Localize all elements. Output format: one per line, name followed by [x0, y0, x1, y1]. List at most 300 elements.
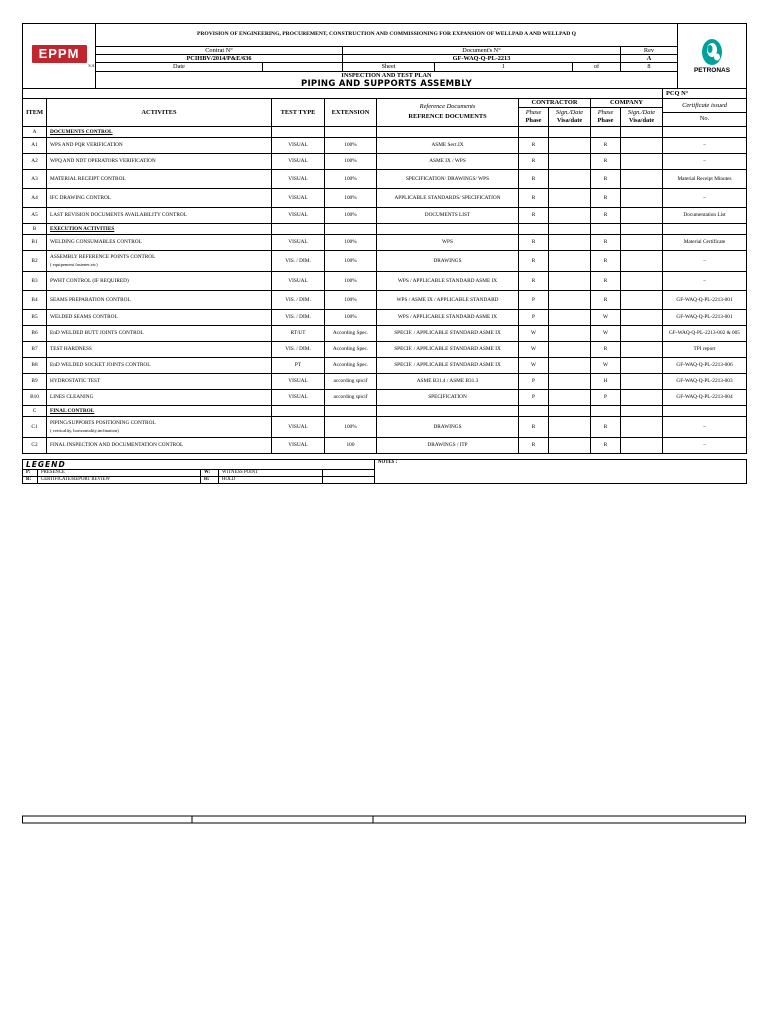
activity-text: WPS AND PQR VERIFICATION [50, 142, 123, 149]
extension [325, 405, 377, 416]
certificate-no [663, 405, 747, 416]
company-sign [621, 341, 663, 357]
contractor-sign [549, 437, 591, 453]
notes-label: NOTES : [375, 459, 747, 483]
item-code: B10 [23, 389, 47, 405]
extension: 100% [325, 290, 377, 309]
legend-title [23, 459, 375, 469]
company-phase: H [591, 373, 621, 389]
table-row [23, 290, 747, 309]
contractor-phase: W [519, 341, 549, 357]
petronas-logo-cell [678, 24, 747, 89]
company-phase: W [591, 325, 621, 341]
contractor-phase: P [519, 309, 549, 325]
activity-cell [47, 389, 272, 405]
activity-text: SEAMS PREPARATION CONTROL [50, 296, 131, 303]
test-type: VISUAL [272, 389, 325, 405]
legend-title-text: LEGEND [26, 459, 66, 469]
contractor-phase [519, 405, 549, 416]
of-value: 8 [621, 63, 678, 71]
reference-document: DRAWINGS [377, 416, 519, 437]
extension: 100% [325, 271, 377, 290]
item-code: B4 [23, 290, 47, 309]
pcq-label: PCQ N° [663, 88, 747, 98]
company-phase [591, 126, 621, 137]
test-type: VIS. / DIM. [272, 290, 325, 309]
activity-text: EnD WELDED SOCKET JOINTS CONTROL [50, 362, 151, 369]
certificate-no: – [663, 437, 747, 453]
contractor-sign-italic: Sign./Date [555, 108, 584, 116]
certificate-no: – [663, 188, 747, 207]
col-company: COMPANY [591, 98, 663, 107]
reference-document: DRAWINGS / ITP [377, 437, 519, 453]
extension: 100% [325, 309, 377, 325]
footer-strip [22, 815, 746, 824]
date-value [263, 63, 343, 71]
contract-label: Contrat N° [96, 47, 343, 55]
section-row [23, 405, 747, 416]
test-type: VIS. / DIM. [272, 341, 325, 357]
date-label: Date [96, 63, 263, 71]
company-phase: R [591, 188, 621, 207]
extension: 100 [325, 437, 377, 453]
company-phase: R [591, 137, 621, 153]
contractor-phase: P [519, 373, 549, 389]
company-sign [621, 207, 663, 223]
certificate-no [663, 126, 747, 137]
certificate-no: – [663, 416, 747, 437]
reference-document: WPS [377, 234, 519, 250]
company-sign [621, 373, 663, 389]
contractor-phase: R [519, 137, 549, 153]
activity-cell [47, 405, 272, 416]
contractor-sign-header [549, 107, 591, 126]
test-type [272, 223, 325, 234]
company-phase [591, 223, 621, 234]
rev-value: A [621, 55, 678, 63]
company-sign [621, 153, 663, 169]
petronas-logo-text: PETRONAS [693, 67, 731, 75]
extension: According Spec. [325, 357, 377, 373]
company-sign [621, 234, 663, 250]
extension: 100% [325, 416, 377, 437]
contractor-phase-bold: Phase [525, 116, 542, 124]
activity-cell [47, 357, 272, 373]
item-code: B9 [23, 373, 47, 389]
extension: 100% [325, 188, 377, 207]
contractor-sign [549, 137, 591, 153]
itp-subtitle: PIPING AND SUPPORTS ASSEMBLY [300, 78, 473, 89]
ref-docs-label: REFRENCE DOCUMENTS [408, 113, 487, 121]
contractor-sign [549, 126, 591, 137]
contractor-sign [549, 290, 591, 309]
activity-subtext: ( equipement fastener,etc) [50, 262, 98, 268]
reference-document: SPECIFICATION [377, 389, 519, 405]
activity-text: TEST HARDNESS [50, 346, 92, 353]
certificate-no: – [663, 271, 747, 290]
test-type [272, 126, 325, 137]
activity-text: MATERIAL RECEIPT CONTROL [50, 175, 126, 182]
company-phase: P [591, 389, 621, 405]
activity-cell [47, 234, 272, 250]
reference-document: ASME Sect.IX [377, 137, 519, 153]
contractor-sign [549, 389, 591, 405]
item-code: B2 [23, 250, 47, 271]
legend-h-code: H: [201, 476, 219, 483]
activity-cell [47, 188, 272, 207]
certificate-no: Material Receipt Minutes [663, 169, 747, 188]
reference-document: ASME IX / WPS [377, 153, 519, 169]
activity-text: WELDED SEAMS CONTROL [50, 314, 118, 321]
reference-document: DOCUMENTS LIST [377, 207, 519, 223]
table-row [23, 250, 747, 271]
certificate-no: TPI report [663, 341, 747, 357]
extension: according spicif [325, 373, 377, 389]
activity-text: FINAL INSPECTION AND DOCUMENTATION CONTROL [50, 442, 184, 449]
table-row [23, 207, 747, 223]
col-reference-documents [377, 98, 519, 126]
item-code: B1 [23, 234, 47, 250]
company-phase: R [591, 290, 621, 309]
contractor-phase: W [519, 325, 549, 341]
company-phase: R [591, 169, 621, 188]
table-row [23, 341, 747, 357]
of-label: of [573, 63, 621, 71]
activity-cell [47, 309, 272, 325]
test-type: VISUAL [272, 169, 325, 188]
legend-empty-2 [323, 476, 375, 483]
company-phase: W [591, 357, 621, 373]
company-sign [621, 357, 663, 373]
reference-document [377, 223, 519, 234]
company-phase: R [591, 234, 621, 250]
reference-document: SPECIF. / APPLICABLE STANDARD ASME IX [377, 341, 519, 357]
certificate-no: – [663, 137, 747, 153]
certificate-no: GF-WAQ-Q-PL-2213-001 [663, 309, 747, 325]
reference-document [377, 405, 519, 416]
certificate-no [663, 223, 747, 234]
contractor-sign [549, 309, 591, 325]
certificate-no: – [663, 153, 747, 169]
table-row [23, 234, 747, 250]
legend-w-code: W: [201, 469, 219, 476]
activity-cell [47, 373, 272, 389]
col-test-type: TEST TYPE [272, 98, 325, 126]
contractor-phase [519, 223, 549, 234]
legend-w-text: WITNESS POINT [219, 469, 323, 476]
activity-cell [47, 153, 272, 169]
activity-cell [47, 207, 272, 223]
itp-title: INSPECTION AND TEST PLAN [341, 71, 432, 79]
activity-text: PWHT CONTROL (IF REQUIRED) [50, 277, 129, 284]
activity-text: DOCUMENTS CONTROL [50, 128, 113, 135]
extension: 100% [325, 169, 377, 188]
certificate-no: Material Certificate [663, 234, 747, 250]
company-sign [621, 169, 663, 188]
item-code: B6 [23, 325, 47, 341]
contractor-phase [519, 126, 549, 137]
contractor-sign [549, 325, 591, 341]
contractor-phase: R [519, 169, 549, 188]
contractor-sign [549, 188, 591, 207]
legend [22, 459, 747, 484]
section-row [23, 126, 747, 137]
contractor-sign [549, 153, 591, 169]
company-sign [621, 223, 663, 234]
certificate-no: Documentation List [663, 207, 747, 223]
section-row [23, 223, 747, 234]
company-sign [621, 188, 663, 207]
contractor-sign [549, 223, 591, 234]
item-code: A2 [23, 153, 47, 169]
reference-document: WPS / APPLICABLE STANDARD ASME IX [377, 271, 519, 290]
company-phase [591, 405, 621, 416]
extension: according spicif [325, 389, 377, 405]
legend-r-code: R: [23, 476, 38, 483]
test-type: VISUAL [272, 153, 325, 169]
activity-text: WELDING CONSUMABLES CONTROL [50, 239, 142, 246]
legend-empty-1 [323, 469, 375, 476]
item-code: B3 [23, 271, 47, 290]
item-code: A1 [23, 137, 47, 153]
activity-cell [47, 437, 272, 453]
sheet-label: Sheet [343, 63, 435, 71]
test-type: VISUAL [272, 207, 325, 223]
contractor-sign [549, 169, 591, 188]
activity-cell [47, 126, 272, 137]
itp-sheet [22, 23, 746, 484]
activity-cell [47, 169, 272, 188]
extension [325, 126, 377, 137]
document-header [22, 23, 747, 89]
contract-value: PCIHBV/2014/P&E/636 [96, 55, 343, 63]
table-row [23, 357, 747, 373]
extension: According Spec. [325, 325, 377, 341]
item-code: B7 [23, 341, 47, 357]
company-sign [621, 416, 663, 437]
company-sign-header [621, 107, 663, 126]
company-phase-bold: Phase [597, 116, 614, 124]
certificate-no: GF-WAQ-Q-PL-2213-001 [663, 290, 747, 309]
itp-table [22, 88, 747, 454]
company-phase-header [591, 107, 621, 126]
test-type: VISUAL [272, 373, 325, 389]
reference-document: ASME B31.4 / ASME B31.3 [377, 373, 519, 389]
activity-cell [47, 250, 272, 271]
certificate-no: GF-WAQ-Q-PL-2213-004 [663, 389, 747, 405]
company-sign [621, 389, 663, 405]
company-sign [621, 290, 663, 309]
company-sign [621, 250, 663, 271]
legend-p-code: P: [23, 469, 38, 476]
extension [325, 223, 377, 234]
contractor-phase: P [519, 290, 549, 309]
contractor-phase: R [519, 250, 549, 271]
ref-docs-italic: Reference Documents [419, 103, 476, 111]
company-phase: R [591, 250, 621, 271]
table-row [23, 309, 747, 325]
test-type: VIS. / DIM. [272, 309, 325, 325]
reference-document: WPS / APPLICABLE STANDARD ASME IX [377, 309, 519, 325]
contractor-visa-bold: Visa/date [556, 116, 583, 124]
contractor-sign [549, 271, 591, 290]
contractor-sign [549, 373, 591, 389]
company-phase: R [591, 207, 621, 223]
activity-text: HYDROSTATIC TEST [50, 378, 101, 385]
cert-no-label: No. [663, 112, 746, 125]
test-type: VISUAL [272, 437, 325, 453]
contractor-phase: R [519, 153, 549, 169]
company-sign-italic: Sign./Date [627, 108, 656, 116]
reference-document: SPECIFICATION/ DRAWINGS/ WPS [377, 169, 519, 188]
itp-body [23, 126, 747, 453]
eppm-logo-cell [23, 24, 96, 89]
company-sign [621, 271, 663, 290]
contractor-phase-italic: Phase [525, 108, 542, 116]
eppm-logo-text: EPPM [32, 45, 87, 63]
company-sign [621, 126, 663, 137]
activity-text: FINAL CONTROL [50, 407, 95, 414]
col-certificate [663, 98, 747, 126]
extension: According Spec. [325, 341, 377, 357]
activity-text: LAST REVISION DOCUMENTS AVAILABILITY CONTROL [50, 212, 187, 219]
contractor-sign [549, 250, 591, 271]
activity-text: WPQ AND NDT OPERATORS VERIFICATION [50, 158, 156, 165]
company-phase: R [591, 416, 621, 437]
company-sign [621, 325, 663, 341]
item-code: B8 [23, 357, 47, 373]
company-phase-italic: Phase [597, 108, 614, 116]
reference-document [377, 126, 519, 137]
legend-h-text: HOLD [219, 476, 323, 483]
company-phase: R [591, 437, 621, 453]
table-row [23, 169, 747, 188]
activity-subtext: ( verticality, horizontality,inclination) [50, 428, 119, 434]
item-code: A [23, 126, 47, 137]
certificate-no: GF-WAQ-Q-PL-2213-006 [663, 357, 747, 373]
test-type: VISUAL [272, 188, 325, 207]
company-sign [621, 137, 663, 153]
activity-cell [47, 271, 272, 290]
activity-text: EXECUTION ACTIVITIES [50, 225, 115, 232]
company-phase: R [591, 153, 621, 169]
item-code: C1 [23, 416, 47, 437]
reference-document: SPECIF. / APPLICABLE STANDARD ASME IX [377, 325, 519, 341]
item-code: B5 [23, 309, 47, 325]
reference-document: DRAWINGS [377, 250, 519, 271]
contractor-phase: R [519, 207, 549, 223]
col-item: ITEM [23, 98, 47, 126]
company-phase: W [591, 309, 621, 325]
contractor-sign [549, 234, 591, 250]
company-sign [621, 405, 663, 416]
item-code: A5 [23, 207, 47, 223]
test-type: VISUAL [272, 271, 325, 290]
activity-text: IFC DRAWING CONTROL [50, 194, 112, 201]
activity-text: LINES CLEANING [50, 394, 94, 401]
item-code: C2 [23, 437, 47, 453]
cert-issued-label: Certificate issued [682, 101, 727, 109]
col-contractor: CONTRACTOR [519, 98, 591, 107]
col-extension: EXTENSION [325, 98, 377, 126]
item-code: B [23, 223, 47, 234]
extension: 100% [325, 234, 377, 250]
reference-document: APPLICABLE STANDARDS/ SPECIFICATION [377, 188, 519, 207]
company-phase: R [591, 341, 621, 357]
itp-title-cell [96, 71, 678, 88]
contractor-phase: R [519, 416, 549, 437]
activity-cell [47, 137, 272, 153]
table-row [23, 437, 747, 453]
rev-label: Rev [621, 47, 678, 55]
contractor-sign [549, 405, 591, 416]
eppm-logo [32, 45, 95, 68]
test-type: VISUAL [272, 416, 325, 437]
document-label: Document's N° [343, 47, 621, 55]
petronas-logo-icon [697, 37, 727, 67]
item-code: C [23, 405, 47, 416]
certificate-no: – [663, 250, 747, 271]
test-type: PT [272, 357, 325, 373]
contractor-sign [549, 207, 591, 223]
contractor-sign [549, 341, 591, 357]
activity-cell [47, 325, 272, 341]
contractor-phase: R [519, 437, 549, 453]
extension: 100% [325, 153, 377, 169]
extension: 100% [325, 250, 377, 271]
activity-cell [47, 290, 272, 309]
certificate-no: GF-WAQ-Q-PL-2213-002 & 005 [663, 325, 747, 341]
table-row [23, 271, 747, 290]
activity-cell [47, 416, 272, 437]
table-row [23, 416, 747, 437]
document-value: GF-WAQ-Q-PL-2213 [343, 55, 621, 63]
extension: 100% [325, 207, 377, 223]
sheet-value: 1 [435, 63, 573, 71]
item-code: A3 [23, 169, 47, 188]
company-visa-bold: Visa/date [628, 116, 655, 124]
test-type: VIS. / DIM. [272, 250, 325, 271]
certificate-no: GF-WAQ-Q-PL-2213-003 [663, 373, 747, 389]
contractor-phase: R [519, 188, 549, 207]
activity-text: PIPING/SUPPORTS POSITIONING CONTROL [50, 420, 156, 427]
company-sign [621, 437, 663, 453]
contractor-phase: R [519, 271, 549, 290]
item-code: A4 [23, 188, 47, 207]
eppm-logo-suffix: S.A [88, 62, 95, 68]
test-type [272, 405, 325, 416]
activity-cell [47, 223, 272, 234]
col-activities: ACTIVITES [47, 98, 272, 126]
legend-p-text: PRESENCE [38, 469, 201, 476]
contractor-phase-header [519, 107, 549, 126]
contractor-phase: P [519, 389, 549, 405]
reference-document: WPS / ASME IX / APPLICABLE STANDARD [377, 290, 519, 309]
test-type: VISUAL [272, 137, 325, 153]
table-row [23, 137, 747, 153]
table-row [23, 188, 747, 207]
table-row [23, 373, 747, 389]
legend-r-text: CERTIFICATE/REPORT REVIEW [38, 476, 201, 483]
activity-text: ASSEMBLY REFERENCE POINTS CONTROL [50, 254, 156, 261]
contractor-sign [549, 416, 591, 437]
company-phase: R [591, 271, 621, 290]
test-type: RT/UT [272, 325, 325, 341]
contractor-sign [549, 357, 591, 373]
project-title: PROVISION OF ENGINEERING, PROCUREMENT, CONSTRUCTION AND COMMISSIONING FOR EXPANSION OF WELLPAD A AND WELLPAD Q [96, 24, 678, 47]
activity-cell [47, 341, 272, 357]
activity-text: EnD WELDED BUTT JOINTS CONTROL [50, 330, 144, 337]
